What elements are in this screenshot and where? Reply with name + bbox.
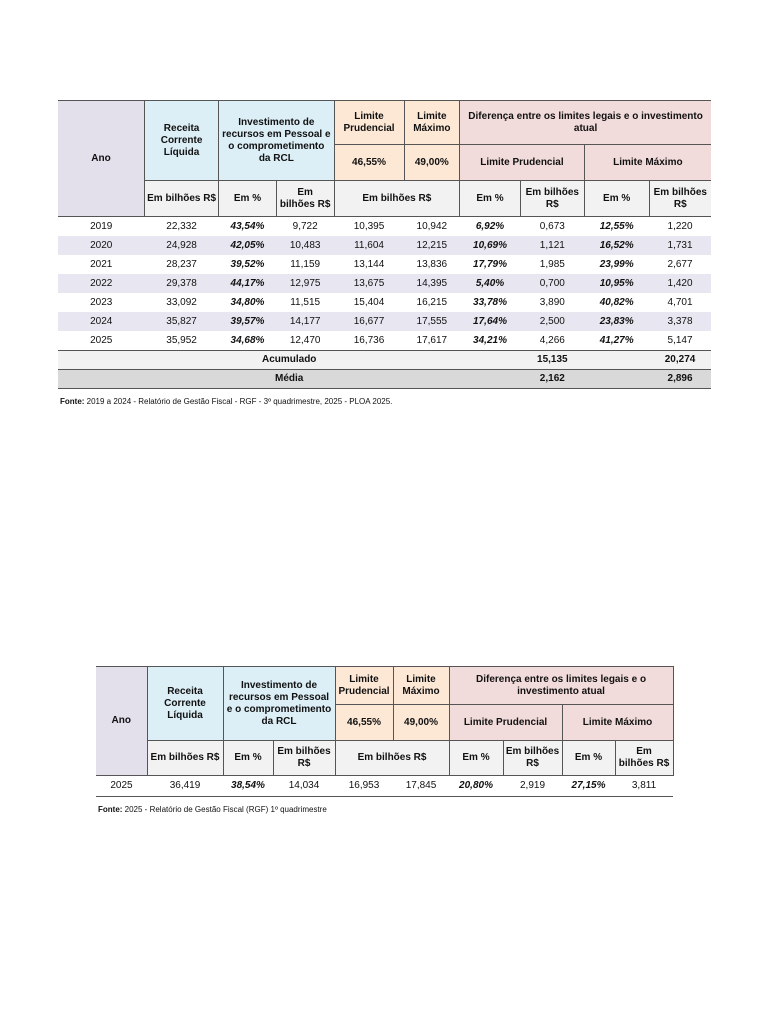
header-receita: Receita Corrente Líquida: [145, 101, 219, 181]
cell-ano: 2025: [90, 334, 113, 346]
sub-limites-bil: Em bilhões R$: [335, 741, 449, 776]
header-diferenca: Diferença entre os limites legais e o investimento atual: [449, 667, 673, 705]
cell-lim-max: 14,395: [404, 274, 460, 293]
table-row: [58, 274, 711, 293]
cell-dm-pct: 27,15%: [571, 780, 606, 791]
cell-dp-bil: 4,266: [539, 334, 565, 346]
cell-inv-bil: 14,034: [288, 780, 320, 791]
cell-dm-pct: 40,82%: [599, 296, 634, 308]
cell-inv-pct: 34,80%: [230, 296, 265, 308]
cell-lim-prud: 13,144: [353, 258, 385, 270]
cell-lim-prud: 10,395: [353, 220, 385, 232]
cell-inv-bil: 12,470: [289, 334, 321, 346]
cell-dm-pct: 41,27%: [599, 334, 634, 346]
cell-dp-bil: 1,985: [539, 258, 565, 270]
header-limite-prudencial: Limite Prudencial: [335, 667, 393, 705]
sub-dm-bil: Em bilhões R$: [615, 741, 673, 776]
table-row: [58, 312, 711, 331]
source-label: Fonte:: [60, 397, 85, 406]
cell-dp-pct: 5,40%: [460, 274, 521, 293]
fiscal-table-2019-2025: [58, 100, 711, 389]
cell-dm-pct: 23,83%: [584, 312, 649, 331]
sub-dm-pct: Em %: [584, 181, 649, 217]
cell-dm-pct: 12,55%: [599, 220, 634, 232]
cell-lim-prud: 13,675: [334, 274, 404, 293]
cell-rcl: 33,092: [166, 296, 197, 308]
pct-prudencial: 46,55%: [334, 145, 404, 181]
cell-dp-pct: 17,64%: [460, 312, 521, 331]
header-receita: Receita Corrente Líquida: [147, 667, 223, 741]
header-limite-maximo: Limite Máximo: [404, 101, 460, 145]
cell-dm-bil: 4,701: [667, 296, 693, 308]
table-row: [58, 293, 711, 312]
cell-dp-bil: 3,890: [539, 296, 565, 308]
sub-dp-pct: Em %: [449, 741, 503, 776]
sub-inv-bil: Em bilhões R$: [276, 181, 334, 217]
cell-inv-pct: 43,54%: [230, 220, 265, 232]
header-dif-maximo: Limite Máximo: [562, 705, 673, 741]
cell-ano: 2022: [58, 274, 145, 293]
sub-dm-pct: Em %: [562, 741, 615, 776]
media-label: Média: [58, 370, 520, 389]
cell-dp-bil: 0,673: [539, 220, 565, 232]
header-limite-maximo: Limite Máximo: [393, 667, 449, 705]
cell-dm-bil: 3,811: [631, 780, 657, 791]
table-row: [58, 236, 711, 255]
sub-inv-pct: Em %: [219, 181, 277, 217]
header-ano: Ano: [96, 667, 147, 776]
table-row: [58, 217, 711, 237]
cell-lim-prud: 15,404: [353, 296, 385, 308]
sub-receita-unit: Em bilhões R$: [147, 741, 223, 776]
cell-dm-pct: 16,52%: [584, 236, 649, 255]
cell-inv-bil: 10,483: [276, 236, 334, 255]
acumulado-prudencial: 15,135: [520, 351, 584, 370]
cell-dm-bil: 1,731: [649, 236, 711, 255]
cell-lim-max: 17,617: [416, 334, 448, 346]
cell-dm-bil: 1,420: [649, 274, 711, 293]
cell-dp-pct: 6,92%: [475, 220, 505, 232]
cell-ano: 2024: [58, 312, 145, 331]
pct-maximo: 49,00%: [393, 705, 449, 741]
cell-ano: 2023: [90, 296, 113, 308]
cell-dp-pct: 10,69%: [460, 236, 521, 255]
media-maximo: 2,896: [649, 370, 711, 389]
source-text: 2025 - Relatório de Gestão Fiscal (RGF) 1º quadrimestre: [122, 805, 327, 814]
sub-dm-bil: Em bilhões R$: [649, 181, 711, 217]
cell-dp-bil: 1,121: [520, 236, 584, 255]
header-investimento: Investimento de recursos em Pessoal e o comprometimento da RCL: [223, 667, 335, 741]
cell-lim-prud: 16,736: [353, 334, 385, 346]
cell-dm-bil: 3,378: [649, 312, 711, 331]
sub-dp-bil: Em bilhões R$: [503, 741, 562, 776]
header-investimento: Investimento de recursos em Pessoal e o comprometimento da RCL: [219, 101, 334, 181]
cell-lim-max: 10,942: [416, 220, 448, 232]
cell-ano: 2019: [90, 220, 113, 232]
header-diferenca: Diferença entre os limites legais e o investimento atual: [460, 101, 711, 145]
cell-rcl: 35,952: [166, 334, 197, 346]
header-ano: Ano: [58, 101, 145, 217]
cell-inv-pct: 44,17%: [219, 274, 277, 293]
sub-inv-pct: Em %: [223, 741, 273, 776]
cell-inv-pct: 38,54%: [231, 780, 265, 791]
cell-dp-pct: 20,80%: [459, 780, 493, 791]
header-dif-prudencial: Limite Prudencial: [460, 145, 585, 181]
cell-dp-pct: 33,78%: [473, 296, 507, 308]
cell-dm-pct: 23,99%: [599, 258, 634, 270]
cell-lim-max: 12,215: [404, 236, 460, 255]
cell-lim-max: 16,215: [416, 296, 448, 308]
cell-inv-pct: 42,05%: [219, 236, 277, 255]
table-row: [58, 331, 711, 351]
media-prudencial: 2,162: [520, 370, 584, 389]
cell-dp-bil: 2,919: [520, 780, 546, 791]
cell-lim-prud: 16,953: [348, 780, 380, 791]
acumulado-row: [58, 351, 711, 370]
table-row: [58, 255, 711, 274]
source-label: Fonte:: [98, 805, 123, 814]
cell-dm-pct: 10,95%: [584, 274, 649, 293]
cell-dm-bil: 2,677: [667, 258, 693, 270]
cell-dp-pct: 34,21%: [473, 334, 507, 346]
cell-lim-max: 13,836: [416, 258, 448, 270]
header-dif-maximo: Limite Máximo: [584, 145, 711, 181]
cell-dp-pct: 17,79%: [473, 258, 507, 270]
cell-rcl: 36,419: [169, 780, 201, 791]
fiscal-table-2025-rgf: [96, 666, 674, 797]
cell-inv-bil: 11,159: [290, 258, 321, 270]
acumulado-maximo: 20,274: [649, 351, 711, 370]
cell-inv-pct: 39,52%: [230, 258, 265, 270]
header-limite-prudencial: Limite Prudencial: [334, 101, 404, 145]
sub-dp-pct: Em %: [460, 181, 521, 217]
sub-inv-bil: Em bilhões R$: [273, 741, 335, 776]
cell-dp-bil: 2,500: [520, 312, 584, 331]
cell-ano: 2025: [110, 780, 133, 791]
header-dif-prudencial: Limite Prudencial: [449, 705, 562, 741]
cell-inv-bil: 12,975: [276, 274, 334, 293]
cell-rcl: 24,928: [145, 236, 219, 255]
table-row: [96, 776, 673, 797]
cell-ano: 2020: [58, 236, 145, 255]
sub-limites-bil: Em bilhões R$: [334, 181, 460, 217]
sub-dp-bil: Em bilhões R$: [520, 181, 584, 217]
cell-dm-bil: 1,220: [667, 220, 693, 232]
source-note-2: [98, 805, 327, 814]
cell-dp-bil: 0,700: [520, 274, 584, 293]
cell-inv-pct: 39,57%: [219, 312, 277, 331]
cell-lim-prud: 11,604: [334, 236, 404, 255]
sub-receita-unit: Em bilhões R$: [145, 181, 219, 217]
cell-inv-bil: 9,722: [292, 220, 318, 232]
cell-lim-prud: 16,677: [334, 312, 404, 331]
cell-rcl: 29,378: [145, 274, 219, 293]
cell-lim-max: 17,845: [405, 780, 437, 791]
cell-lim-max: 17,555: [404, 312, 460, 331]
cell-inv-bil: 14,177: [276, 312, 334, 331]
cell-inv-bil: 11,515: [290, 296, 321, 308]
cell-rcl: 22,332: [166, 220, 197, 232]
source-text: 2019 a 2024 - Relatório de Gestão Fiscal - RGF - 3º quadrimestre, 2025 - PLOA 2025.: [84, 397, 393, 406]
acumulado-label: Acumulado: [58, 351, 520, 370]
cell-inv-pct: 34,68%: [230, 334, 265, 346]
cell-dm-bil: 5,147: [667, 334, 693, 346]
cell-rcl: 28,237: [166, 258, 197, 270]
source-note-1: [60, 397, 392, 406]
cell-rcl: 35,827: [145, 312, 219, 331]
cell-ano: 2021: [90, 258, 113, 270]
pct-prudencial: 46,55%: [335, 705, 393, 741]
media-row: [58, 370, 711, 389]
pct-maximo: 49,00%: [404, 145, 460, 181]
